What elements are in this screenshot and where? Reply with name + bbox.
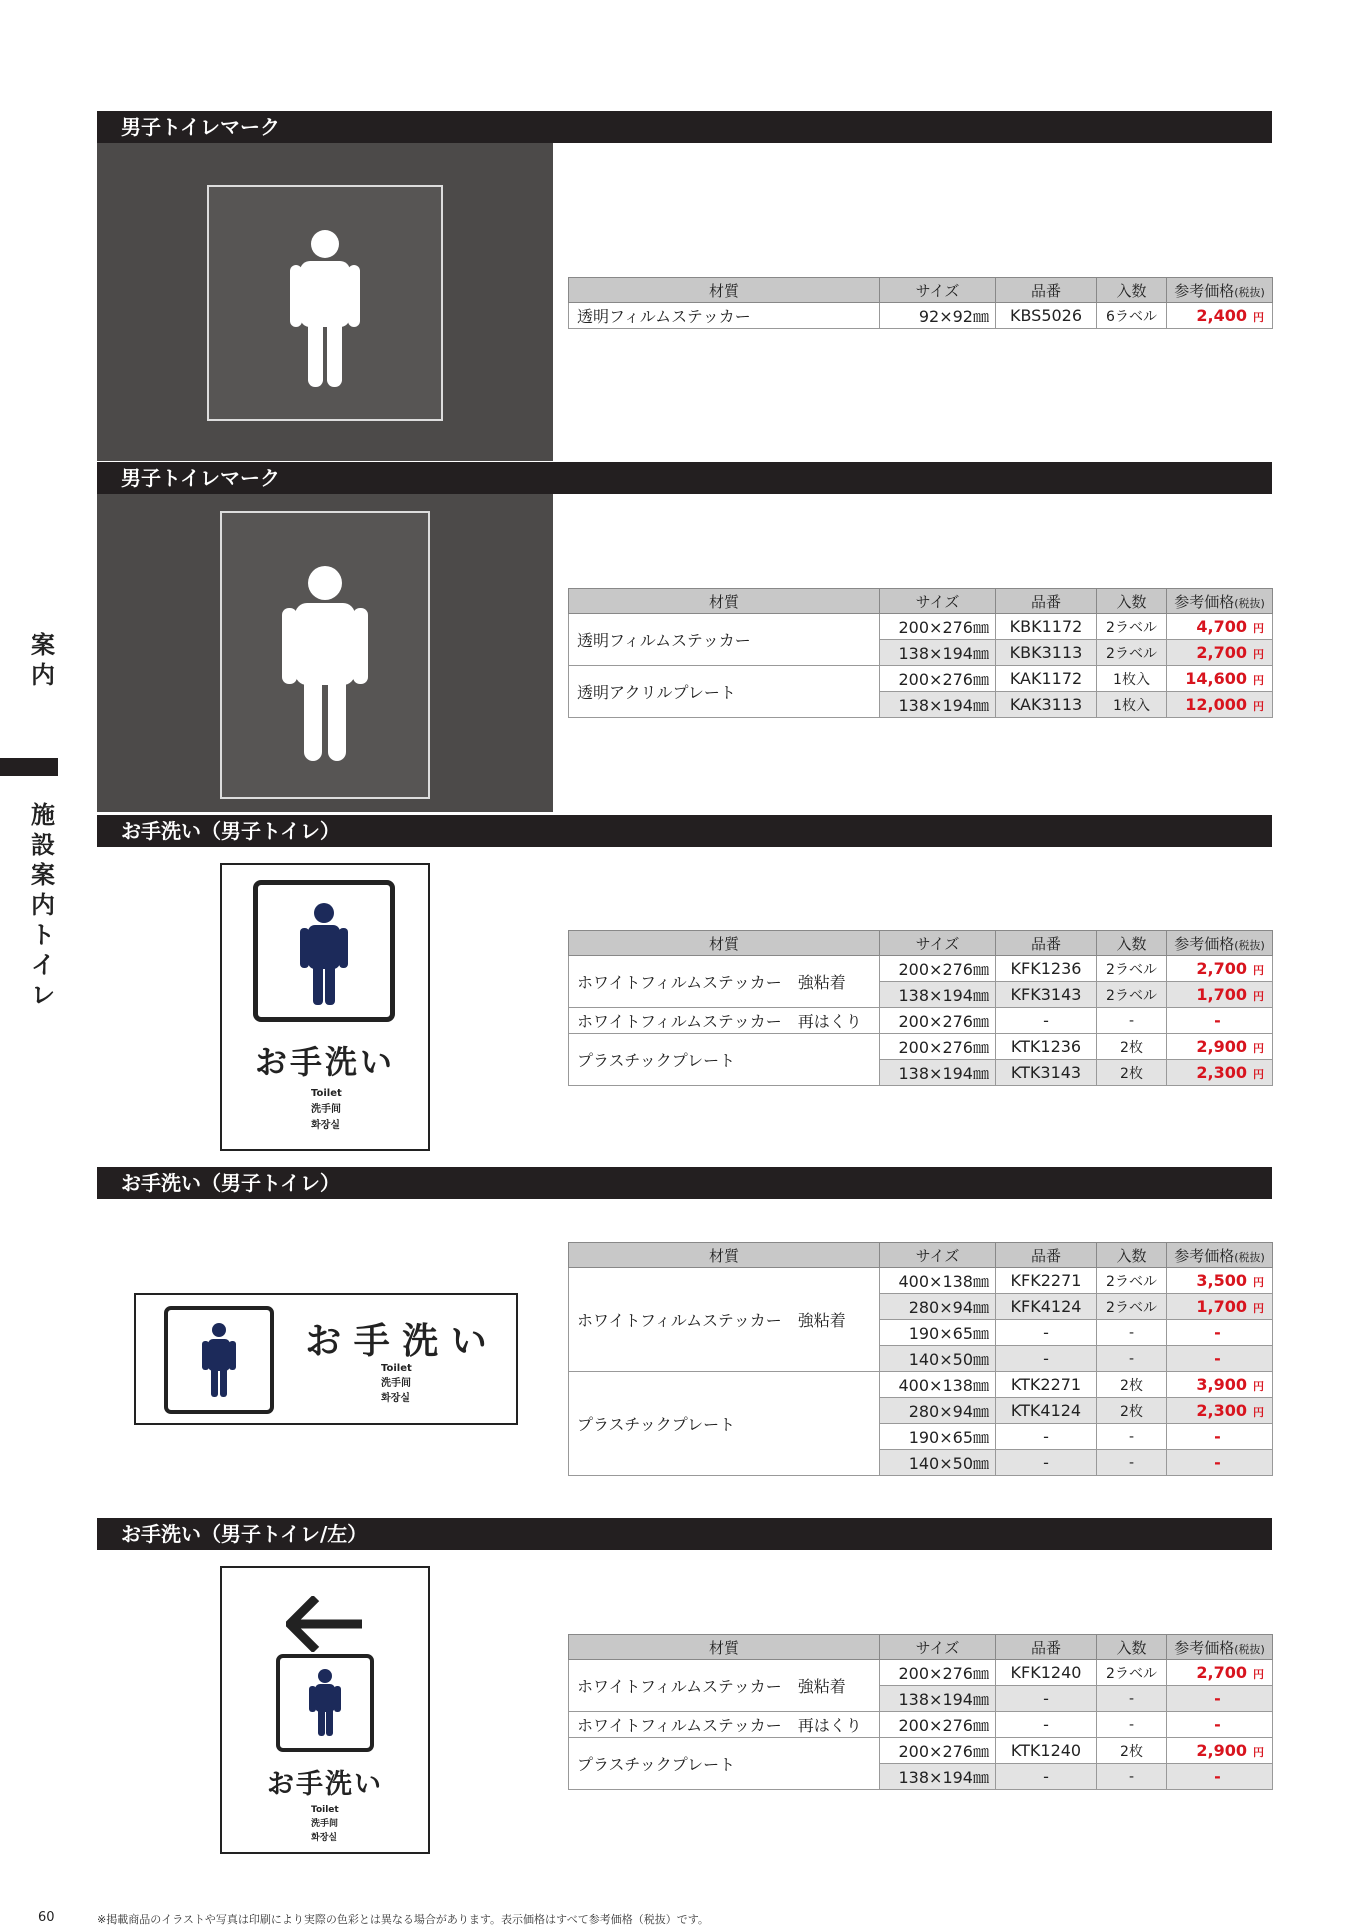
- section-title: 男子トイレマーク: [97, 462, 1272, 494]
- sign-preview: [220, 1566, 430, 1854]
- sign-multilang: Toilet 洗手间 화장실: [311, 1805, 339, 1843]
- table-row: 138×194㎜ KBK3113 2ラベル 2,700 円: [569, 640, 1273, 666]
- section-2: [97, 462, 1272, 715]
- footer-note: ※掲載商品のイラストや写真は印刷により実際の色彩とは異なる場合があります。表示価格はすべて参考価格（税抜）です。: [97, 1913, 709, 1926]
- table-row: 138×194㎜ KTK3143 2枚 2,300 円: [569, 1060, 1273, 1086]
- table-row: 280×94㎜ KTK4124 2枚 2,300 円: [569, 1398, 1273, 1424]
- spec-table: 材質 サイズ 品番 入数 参考価格(税抜) 透明フィルムステッカー 200×276㎜ KBK1172 2ラベル 4,700 円 138×194㎜ KBK3113 2ラベル 2,700 円 透明アクリルプレート 200×276㎜ KAK1172 1枚入 14,600 円 138×194㎜ KAK3113 1枚入 12,000 円: [568, 588, 1273, 718]
- product-image-panel: [97, 1550, 553, 1860]
- product-image-panel: [97, 1199, 553, 1509]
- table-row: 140×50㎜ - - -: [569, 1346, 1273, 1372]
- table-row: 透明フィルムステッカー 200×276㎜ KBK1172 2ラベル 4,700 円: [569, 614, 1273, 640]
- table-row: 透明フィルムステッカー 92×92㎜ KBS5026 6ラベル 2,400 円: [569, 303, 1273, 329]
- section-5: [97, 1518, 1272, 1843]
- man-pictogram-icon: [209, 187, 441, 419]
- section-3: [97, 815, 1272, 1131]
- sign-multilang: Toilet 洗手间 화장실: [311, 1088, 342, 1131]
- sign-multilang: Toilet 洗手间 화장실: [381, 1363, 412, 1404]
- product-image-panel: [97, 494, 553, 812]
- table-row: 透明アクリルプレート 200×276㎜ KAK1172 1枚入 14,600 円: [569, 666, 1273, 692]
- pictogram-box: [276, 1654, 374, 1752]
- section-title: お手洗い（男子トイレ）: [97, 1167, 1272, 1199]
- table-row: 138×194㎜ KFK3143 2ラベル 1,700 円: [569, 982, 1273, 1008]
- sign-preview: [134, 1293, 518, 1425]
- spec-table: 材質 サイズ 品番 入数 参考価格(税抜) ホワイトフィルムステッカー 強粘着 400×138㎜ KFK2271 2ラベル 3,500 円 280×94㎜ KFK4124 2ラベル 1,700 円 190×65㎜ - - - 140×50㎜ - - - プラスチックプレート 400×138㎜ KTK2271 2枚 3,900 円 280×94㎜ KTK4124 2枚 2,300 円 190×65㎜ - - - 140×50㎜ - - -: [568, 1242, 1273, 1476]
- header-code: 品番: [996, 278, 1097, 303]
- table-row: 190×65㎜ - - -: [569, 1424, 1273, 1450]
- table-row: ホワイトフィルムステッカー 強粘着 400×138㎜ KFK2271 2ラベル 3,500 円: [569, 1268, 1273, 1294]
- pictogram-box: [253, 880, 395, 1022]
- spec-table: 材質 サイズ 品番 入数 参考価格(税抜) ホワイトフィルムステッカー 強粘着 200×276㎜ KFK1240 2ラベル 2,700 円 138×194㎜ - - - ホワイトフィルムステッカー 再はくり 200×276㎜ - - - プラスチックプレート 200×276㎜ KTK1240 2枚 2,900 円 138×194㎜ - - -: [568, 1634, 1273, 1790]
- table-row: 190×65㎜ - - -: [569, 1320, 1273, 1346]
- sticker-preview: [220, 511, 430, 799]
- page-number: 60: [38, 1910, 55, 1925]
- man-pictogram-icon: [280, 1658, 370, 1748]
- table-row: 138×194㎜ KAK3113 1枚入 12,000 円: [569, 692, 1273, 718]
- spec-table: [568, 277, 1273, 329]
- sign-main-text: お手洗い: [267, 1769, 383, 1800]
- man-pictogram-icon: [258, 885, 390, 1017]
- side-index-label-top: 案 内: [31, 631, 79, 689]
- sign-main-text: お 手 洗 い: [305, 1321, 487, 1362]
- section-1: [97, 111, 1272, 326]
- table-row: ホワイトフィルムステッカー 再はくり 200×276㎜ - - -: [569, 1712, 1273, 1738]
- sign-main-text: お手洗い: [254, 1043, 395, 1081]
- table-row: ホワイトフィルムステッカー 強粘着 200×276㎜ KFK1240 2ラベル 2,700 円: [569, 1660, 1273, 1686]
- arrow-left-icon: [286, 1596, 364, 1652]
- sign-preview: [220, 863, 430, 1151]
- product-image-panel: [97, 143, 553, 461]
- product-image-panel: [97, 847, 553, 1157]
- side-index-marker: [0, 758, 58, 776]
- header-qty: 入数: [1097, 278, 1167, 303]
- sticker-preview: [207, 185, 443, 421]
- section-title: 男子トイレマーク: [97, 111, 1272, 143]
- pictogram-box: [164, 1306, 274, 1414]
- table-row: 140×50㎜ - - -: [569, 1450, 1273, 1476]
- table-row: 138×194㎜ - - -: [569, 1764, 1273, 1790]
- side-index-label-bottom: 施設案内 トイレ: [31, 801, 79, 1009]
- table-row: 138×194㎜ - - -: [569, 1686, 1273, 1712]
- spec-table: 材質 サイズ 品番 入数 参考価格(税抜) ホワイトフィルムステッカー 強粘着 200×276㎜ KFK1236 2ラベル 2,700 円 138×194㎜ KFK3143 2ラベル 1,700 円 ホワイトフィルムステッカー 再はくり 200×276㎜ - - - プラスチックプレート 200×276㎜ KTK1236 2枚 2,900 円 138×194㎜ KTK3143 2枚 2,300 円: [568, 930, 1273, 1086]
- header-price: 参考価格(税抜): [1167, 278, 1273, 303]
- man-pictogram-icon: [168, 1310, 270, 1410]
- header-material: 材質: [569, 278, 880, 303]
- table-row: プラスチックプレート 200×276㎜ KTK1240 2枚 2,900 円: [569, 1738, 1273, 1764]
- table-row: 280×94㎜ KFK4124 2ラベル 1,700 円: [569, 1294, 1273, 1320]
- table-row: プラスチックプレート 400×138㎜ KTK2271 2枚 3,900 円: [569, 1372, 1273, 1398]
- section-4: [97, 1167, 1272, 1473]
- section-title: お手洗い（男子トイレ/左）: [97, 1518, 1272, 1550]
- table-row: ホワイトフィルムステッカー 強粘着 200×276㎜ KFK1236 2ラベル 2,700 円: [569, 956, 1273, 982]
- section-title: お手洗い（男子トイレ）: [97, 815, 1272, 847]
- table-row: ホワイトフィルムステッカー 再はくり 200×276㎜ - - -: [569, 1008, 1273, 1034]
- man-pictogram-icon: [222, 513, 428, 797]
- table-row: プラスチックプレート 200×276㎜ KTK1236 2枚 2,900 円: [569, 1034, 1273, 1060]
- header-size: サイズ: [880, 278, 996, 303]
